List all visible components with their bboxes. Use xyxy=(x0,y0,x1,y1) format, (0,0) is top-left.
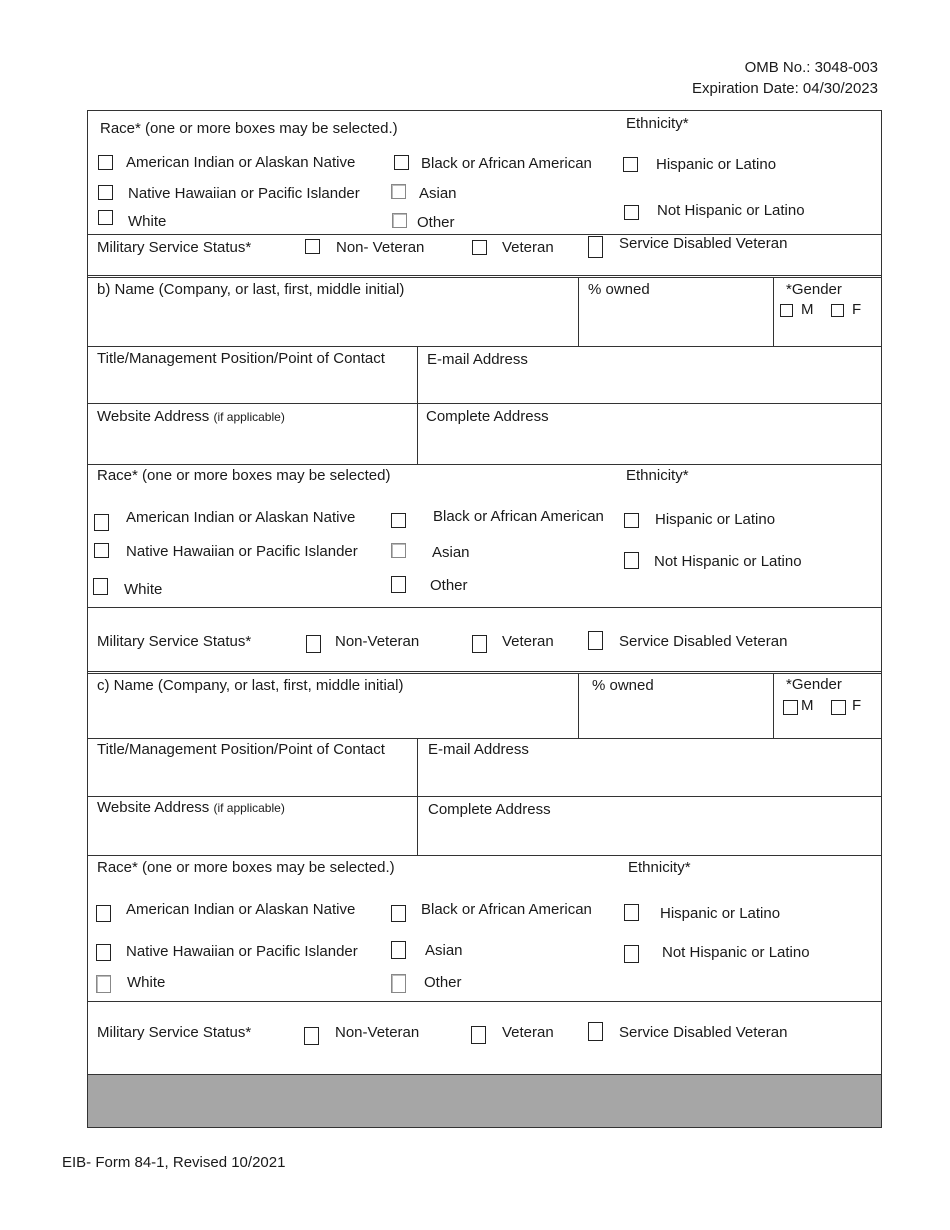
checkbox-american-indian[interactable] xyxy=(98,155,113,170)
gender-label: *Gender xyxy=(786,281,842,298)
percent-owned-label: % owned xyxy=(588,281,650,298)
divider xyxy=(87,673,882,674)
checkbox-service-disabled[interactable] xyxy=(588,236,603,258)
label-gender-female: F xyxy=(852,301,862,318)
label-white: White xyxy=(128,213,167,230)
label-native-hawaiian: Native Hawaiian or Pacific Islander xyxy=(128,185,360,202)
checkbox-white[interactable] xyxy=(98,210,113,225)
divider xyxy=(773,673,774,738)
label-not-hispanic: Not Hispanic or Latino xyxy=(654,553,802,570)
checkbox-not-hispanic[interactable] xyxy=(624,945,639,963)
website-label: Website Address (if applicable) xyxy=(97,799,285,816)
checkbox-non-veteran[interactable] xyxy=(304,1027,319,1045)
race-heading: Race* (one or more boxes may be selected.) xyxy=(97,859,395,876)
label-black: Black or African American xyxy=(421,901,592,918)
gender-label: *Gender xyxy=(786,676,842,693)
divider xyxy=(87,796,882,797)
checkbox-veteran[interactable] xyxy=(472,635,487,653)
race-heading: Race* (one or more boxes may be selected.) xyxy=(100,120,398,137)
website-label: Website Address (if applicable) xyxy=(97,408,285,425)
checkbox-not-hispanic[interactable] xyxy=(624,205,639,220)
label-american-indian: American Indian or Alaskan Native xyxy=(126,901,356,918)
label-not-hispanic: Not Hispanic or Latino xyxy=(657,202,805,219)
divider xyxy=(417,738,418,855)
title-position-label: Title/Management Position/Point of Contact xyxy=(97,741,385,758)
footer-shaded-bar xyxy=(88,1075,881,1127)
checkbox-veteran[interactable] xyxy=(471,1026,486,1044)
form-frame xyxy=(87,110,882,1128)
label-veteran: Veteran xyxy=(502,239,554,256)
label-other: Other xyxy=(424,974,462,991)
checkbox-service-disabled[interactable] xyxy=(588,631,603,650)
checkbox-veteran[interactable] xyxy=(472,240,487,255)
checkbox-black[interactable] xyxy=(391,513,406,528)
label-other: Other xyxy=(417,214,455,231)
checkbox-hispanic[interactable] xyxy=(624,513,639,528)
divider xyxy=(87,671,882,672)
label-non-veteran: Non-Veteran xyxy=(335,1024,420,1041)
label-gender-female: F xyxy=(852,697,862,714)
checkbox-not-hispanic[interactable] xyxy=(624,552,639,569)
checkbox-gender-male[interactable] xyxy=(780,304,793,317)
checkbox-american-indian[interactable] xyxy=(96,905,111,922)
divider xyxy=(87,855,882,856)
checkbox-asian[interactable] xyxy=(391,184,406,199)
checkbox-gender-female[interactable] xyxy=(831,700,846,715)
checkbox-native-hawaiian[interactable] xyxy=(98,185,113,200)
label-native-hawaiian: Native Hawaiian or Pacific Islander xyxy=(126,543,358,560)
address-label: Complete Address xyxy=(428,801,551,818)
divider xyxy=(87,275,882,276)
label-service-disabled: Service Disabled Veteran xyxy=(619,1024,788,1041)
checkbox-non-veteran[interactable] xyxy=(305,239,320,254)
divider xyxy=(87,346,882,347)
checkbox-white[interactable] xyxy=(93,578,108,595)
military-heading: Military Service Status* xyxy=(97,1024,252,1041)
label-service-disabled: Service Disabled Veteran xyxy=(619,235,788,252)
checkbox-asian[interactable] xyxy=(391,941,406,959)
expiration-date: Expiration Date: 04/30/2023 xyxy=(692,80,878,97)
checkbox-other[interactable] xyxy=(392,213,407,228)
label-asian: Asian xyxy=(432,544,470,561)
checkbox-native-hawaiian[interactable] xyxy=(94,543,109,558)
label-veteran: Veteran xyxy=(502,1024,554,1041)
checkbox-other[interactable] xyxy=(391,974,406,993)
label-other: Other xyxy=(430,577,468,594)
label-white: White xyxy=(127,974,166,991)
checkbox-gender-male[interactable] xyxy=(783,700,798,715)
label-not-hispanic: Not Hispanic or Latino xyxy=(662,944,810,961)
percent-owned-label: % owned xyxy=(592,677,654,694)
divider xyxy=(87,464,882,465)
checkbox-gender-female[interactable] xyxy=(831,304,844,317)
checkbox-hispanic[interactable] xyxy=(623,157,638,172)
omb-number: OMB No.: 3048-003 xyxy=(744,59,878,76)
ethnicity-heading: Ethnicity* xyxy=(628,859,691,876)
checkbox-hispanic[interactable] xyxy=(624,904,639,921)
label-non-veteran: Non-Veteran xyxy=(335,633,420,650)
checkbox-other[interactable] xyxy=(391,576,406,593)
ethnicity-heading: Ethnicity* xyxy=(626,467,689,484)
label-asian: Asian xyxy=(419,185,457,202)
label-gender-male: M xyxy=(801,697,814,714)
checkbox-american-indian[interactable] xyxy=(94,514,109,531)
label-hispanic: Hispanic or Latino xyxy=(655,511,776,528)
military-heading: Military Service Status* xyxy=(97,239,252,256)
title-position-label: Title/Management Position/Point of Contact xyxy=(97,350,385,367)
email-label: E-mail Address xyxy=(428,741,529,758)
checkbox-asian[interactable] xyxy=(391,543,406,558)
label-native-hawaiian: Native Hawaiian or Pacific Islander xyxy=(126,943,358,960)
label-american-indian: American Indian or Alaskan Native xyxy=(126,154,356,171)
email-label: E-mail Address xyxy=(427,351,528,368)
race-heading: Race* (one or more boxes may be selected) xyxy=(97,467,391,484)
divider xyxy=(87,277,882,278)
divider xyxy=(578,277,579,346)
label-hispanic: Hispanic or Latino xyxy=(660,905,781,922)
label-asian: Asian xyxy=(425,942,463,959)
label-veteran: Veteran xyxy=(502,633,554,650)
checkbox-black[interactable] xyxy=(391,905,406,922)
checkbox-white[interactable] xyxy=(96,975,111,993)
label-service-disabled: Service Disabled Veteran xyxy=(619,633,788,650)
divider xyxy=(578,673,579,738)
checkbox-native-hawaiian[interactable] xyxy=(96,944,111,961)
label-hispanic: Hispanic or Latino xyxy=(656,156,777,173)
military-heading: Military Service Status* xyxy=(97,633,252,650)
ethnicity-heading: Ethnicity* xyxy=(626,115,689,132)
checkbox-non-veteran[interactable] xyxy=(306,635,321,653)
divider xyxy=(87,403,882,404)
label-white: White xyxy=(124,581,163,598)
checkbox-black[interactable] xyxy=(394,155,409,170)
address-label: Complete Address xyxy=(426,408,549,425)
label-american-indian: American Indian or Alaskan Native xyxy=(126,509,356,526)
divider xyxy=(773,277,774,346)
label-black: Black or African American xyxy=(433,508,604,525)
label-non-veteran: Non- Veteran xyxy=(336,239,425,256)
divider xyxy=(87,607,882,608)
name-field-label: c) Name (Company, or last, first, middle initial) xyxy=(97,677,404,694)
name-field-label: b) Name (Company, or last, first, middle initial) xyxy=(97,281,405,298)
divider xyxy=(87,1074,882,1075)
label-black: Black or African American xyxy=(421,155,592,172)
checkbox-service-disabled[interactable] xyxy=(588,1022,603,1041)
label-gender-male: M xyxy=(801,301,814,318)
divider xyxy=(87,738,882,739)
form-revision-footer: EIB- Form 84-1, Revised 10/2021 xyxy=(62,1154,286,1171)
divider xyxy=(417,346,418,464)
divider xyxy=(87,1001,882,1002)
